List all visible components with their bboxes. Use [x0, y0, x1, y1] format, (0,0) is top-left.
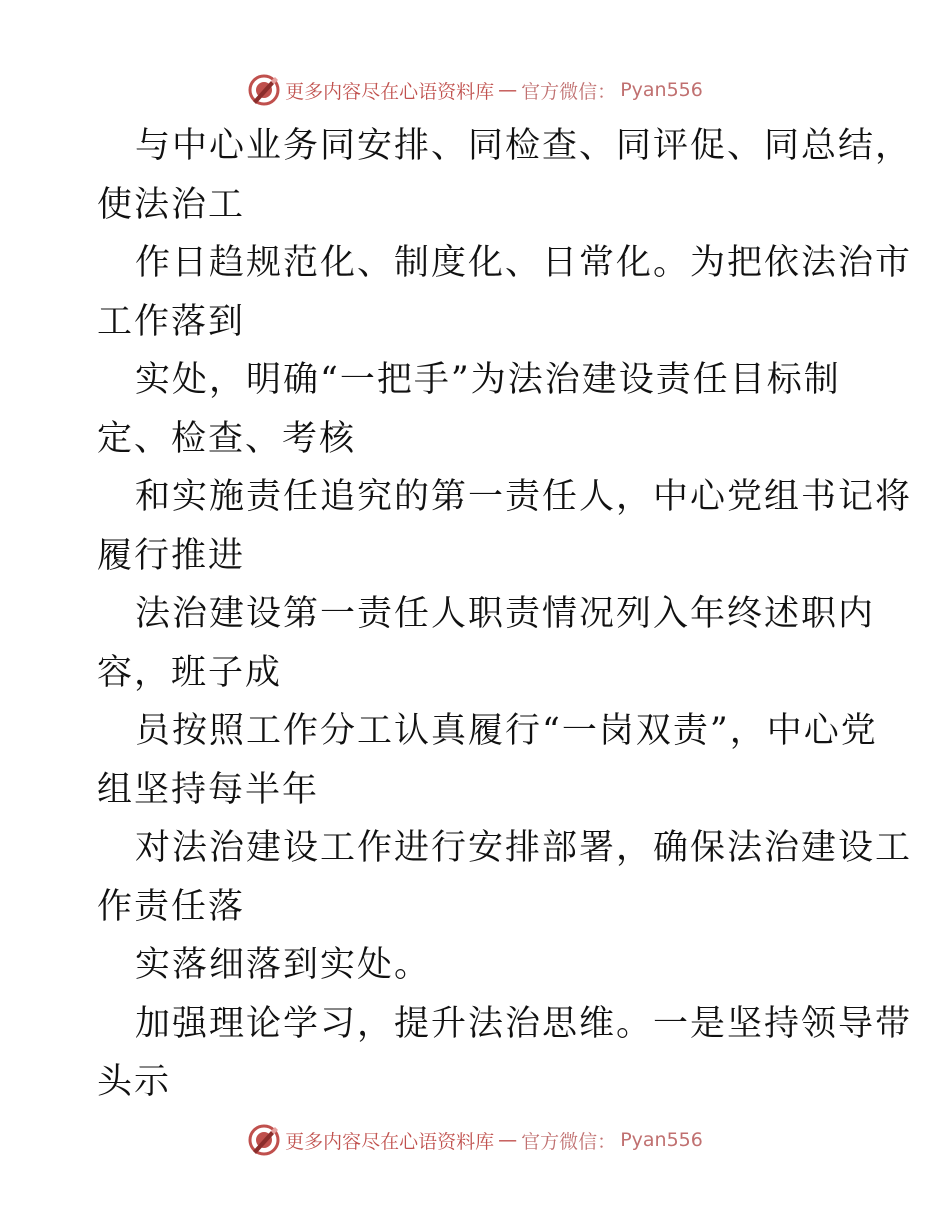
body-line: 作日趋规范化、制度化、日常化。为把依法治市	[135, 243, 913, 283]
body-line: 组坚持每半年	[97, 769, 320, 810]
watermark-separator: —	[498, 1129, 518, 1151]
body-line: 工作落到	[97, 301, 246, 342]
pen-logo-icon	[247, 1123, 281, 1157]
body-line: 加强理论学习，提升法治思维。一是坚持领导带	[135, 1003, 913, 1044]
body-line: 头示	[97, 1062, 172, 1102]
body-line: 实处，明确“一把手”为法治建设责任目标制	[135, 360, 841, 400]
body-line: 履行推进	[97, 535, 246, 576]
body-line: 法治建设第一责任人职责情况列入年终述职内	[135, 594, 876, 634]
body-line: 作责任落	[97, 886, 246, 927]
body-line: 和实施责任追究的第一责任人，中心党组书记将	[135, 477, 913, 517]
document-body	[97, 117, 913, 1112]
watermark-text: 更多内容尽在心语资料库	[285, 80, 495, 103]
watermark-wechat-id: Pyan556	[620, 79, 703, 101]
watermark-separator: —	[498, 79, 518, 101]
body-line: 员按照工作分工认真履行“一岗双责”，中心党	[135, 711, 878, 751]
body-line: 与中心业务同安排、同检查、同评促、同总结，	[135, 126, 913, 166]
watermark-text: 更多内容尽在心语资料库	[285, 1130, 495, 1153]
pen-logo-icon	[247, 73, 281, 107]
watermark-footer	[0, 1120, 950, 1160]
watermark-wechat-label: 官方微信：	[521, 1130, 617, 1153]
watermark-header	[0, 70, 950, 110]
watermark-wechat-label: 官方微信：	[521, 80, 617, 103]
body-line: 容，班子成	[97, 652, 283, 693]
watermark-wechat-id: Pyan556	[620, 1129, 703, 1151]
body-line: 对法治建设工作进行安排部署，确保法治建设工	[135, 828, 913, 868]
body-line: 实落细落到实处。	[135, 945, 432, 985]
body-line: 使法治工	[97, 184, 246, 225]
body-line: 定、检查、考核	[97, 418, 357, 459]
